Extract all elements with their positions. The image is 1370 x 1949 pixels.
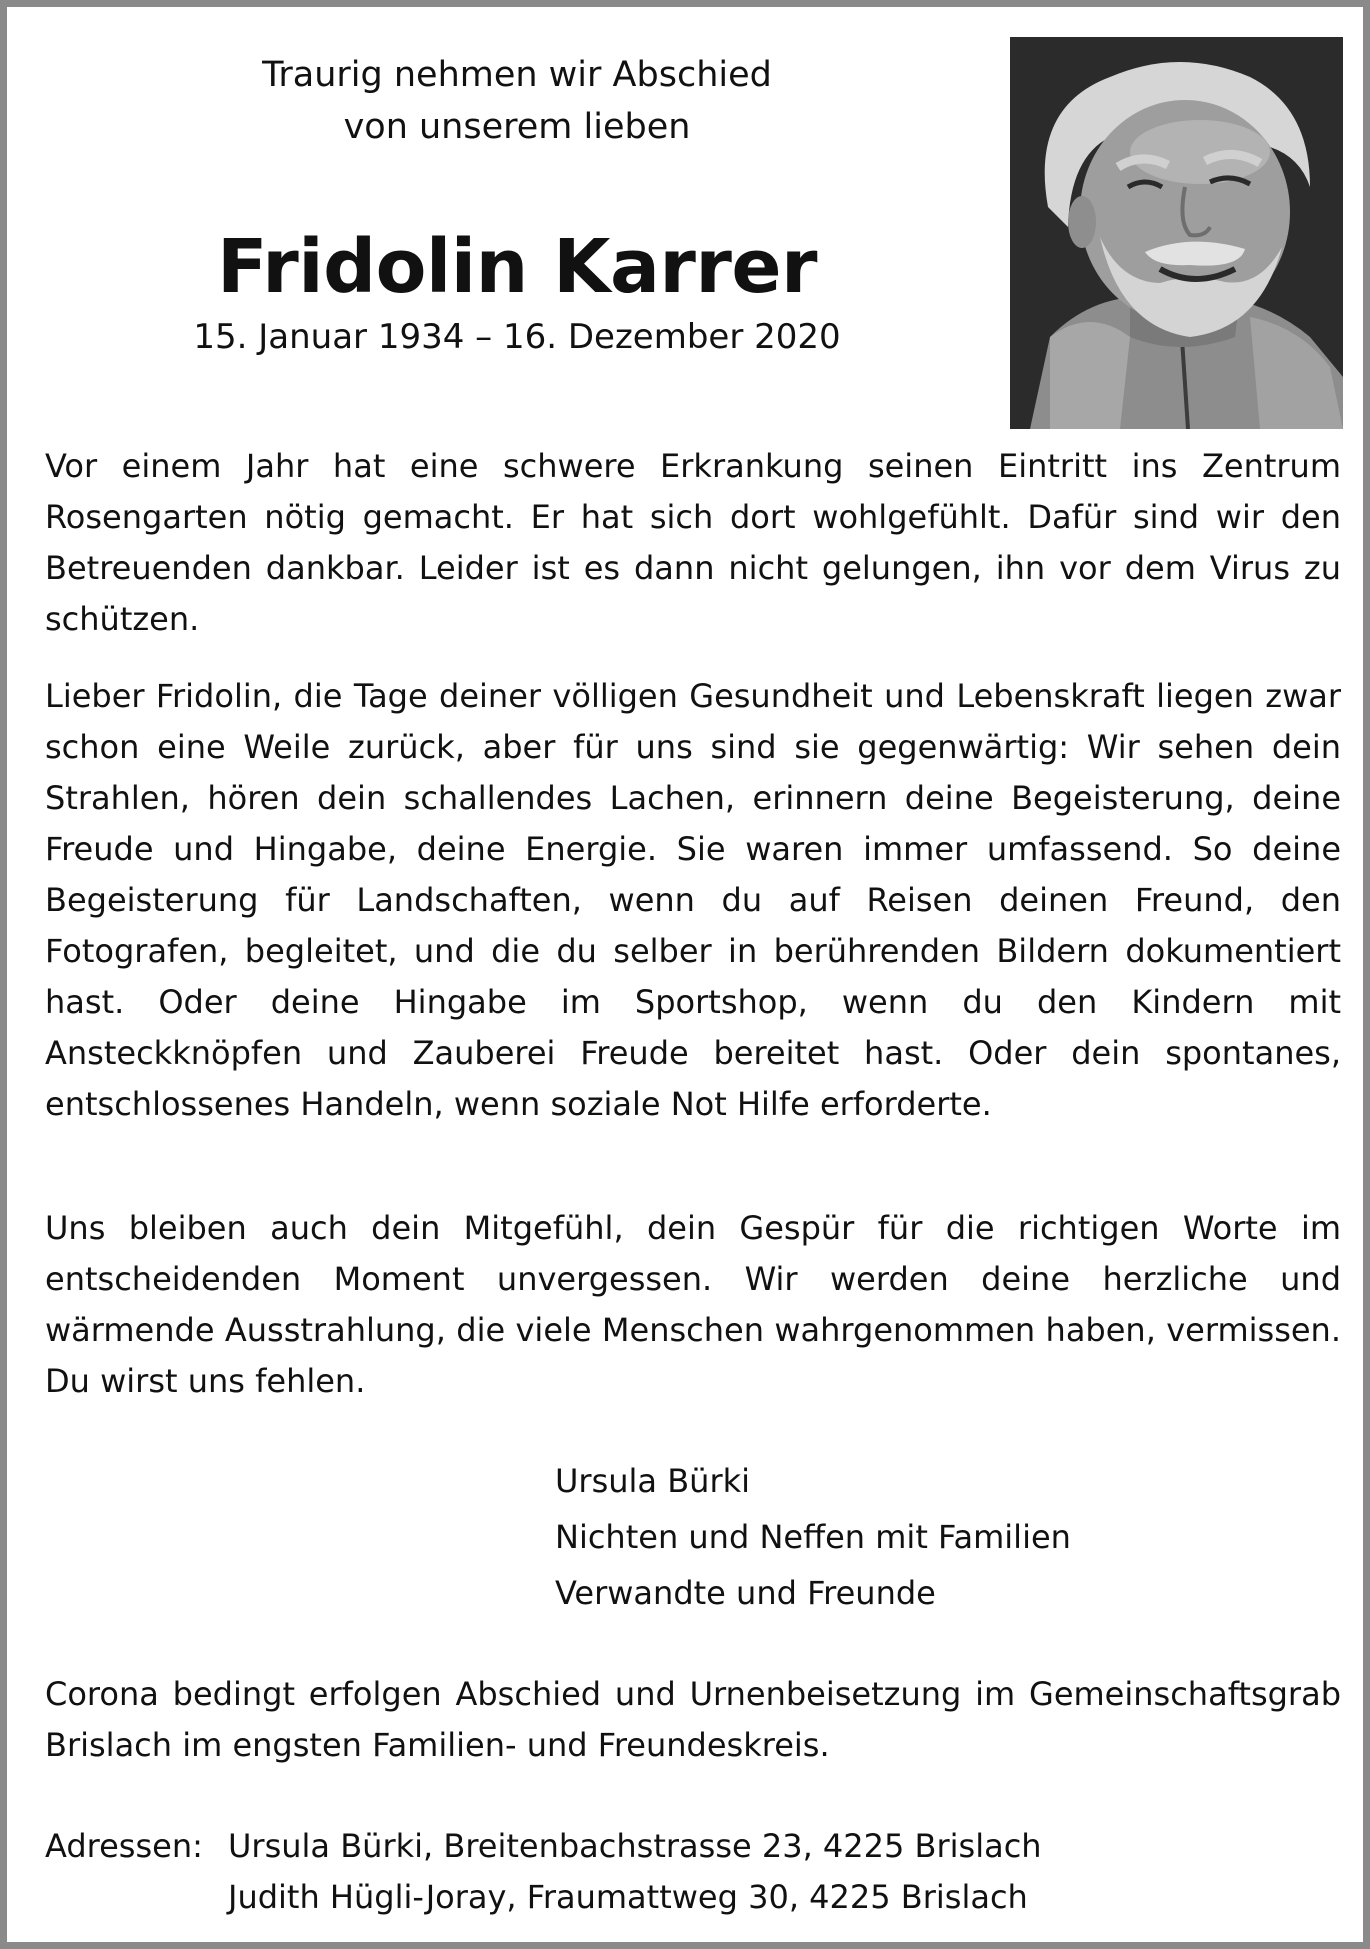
signature-line: Nichten und Neffen mit Familien	[555, 1518, 1071, 1556]
signature-line: Verwandte und Freunde	[555, 1574, 936, 1612]
paragraph-memories: Lieber Fridolin, die Tage deiner völligen Gesundheit und Lebenskraft liegen zwar schon eine Weile zurück, aber für uns sind sie gegenwärtig: Wir sehen dein Strahlen, hören dein schallendes Lachen, erinnern deine Begeisterung, deine Freude und Hingabe, deine Energie. Sie waren immer umfassend. So deine Begeisterung für Landschaften, wenn du auf Reisen deinen Freund, den Fotografen, begleitet, und die du selber in berührenden Bildern dokumentiert hast. Oder deine Hingabe im Sportshop, wenn du den Kindern mit Ansteckknöpfen und Zauberei Freude bereitet hast. Oder dein spontanes, entschlossenes Handeln, wenn soziale Not Hilfe erforderte.	[45, 677, 1341, 1123]
intro-line-1: Traurig nehmen wir Abschied	[262, 55, 772, 95]
paragraph-illness: Vor einem Jahr hat eine schwere Erkrankung seinen Eintritt ins Zentrum Rosengarten nötig gemacht. Er hat sich dort wohlgefühlt. Dafür sind wir den Betreuenden dankbar. Leider ist es dann nicht gelungen, ihn vor dem Virus zu schützen.	[45, 447, 1341, 638]
deceased-name: Fridolin Karrer	[216, 224, 818, 310]
address-line: Judith Hügli-Joray, Fraumattweg 30, 4225 Brislach	[228, 1878, 1028, 1916]
intro-line-2: von unserem lieben	[343, 107, 691, 147]
signature-line: Ursula Bürki	[555, 1462, 751, 1500]
portrait-photo	[1010, 37, 1343, 429]
paragraph-farewell: Uns bleiben auch dein Mitgefühl, dein Gespür für die richtigen Worte im entscheidenden Moment unvergessen. Wir werden deine herzliche und wärmende Ausstrahlung, die viele Menschen wahrgenommen haben, vermissen. Du wirst uns fehlen.	[45, 1209, 1341, 1400]
addresses-label: Adressen:	[45, 1827, 203, 1865]
life-dates: 15. Januar 1934 – 16. Dezember 2020	[193, 317, 841, 357]
address-line: Ursula Bürki, Breitenbachstrasse 23, 4225 Brislach	[228, 1827, 1042, 1865]
funeral-note: Corona bedingt erfolgen Abschied und Urnenbeisetzung im Gemeinschaftsgrab Brislach im engsten Familien- und Freundeskreis.	[45, 1675, 1341, 1764]
